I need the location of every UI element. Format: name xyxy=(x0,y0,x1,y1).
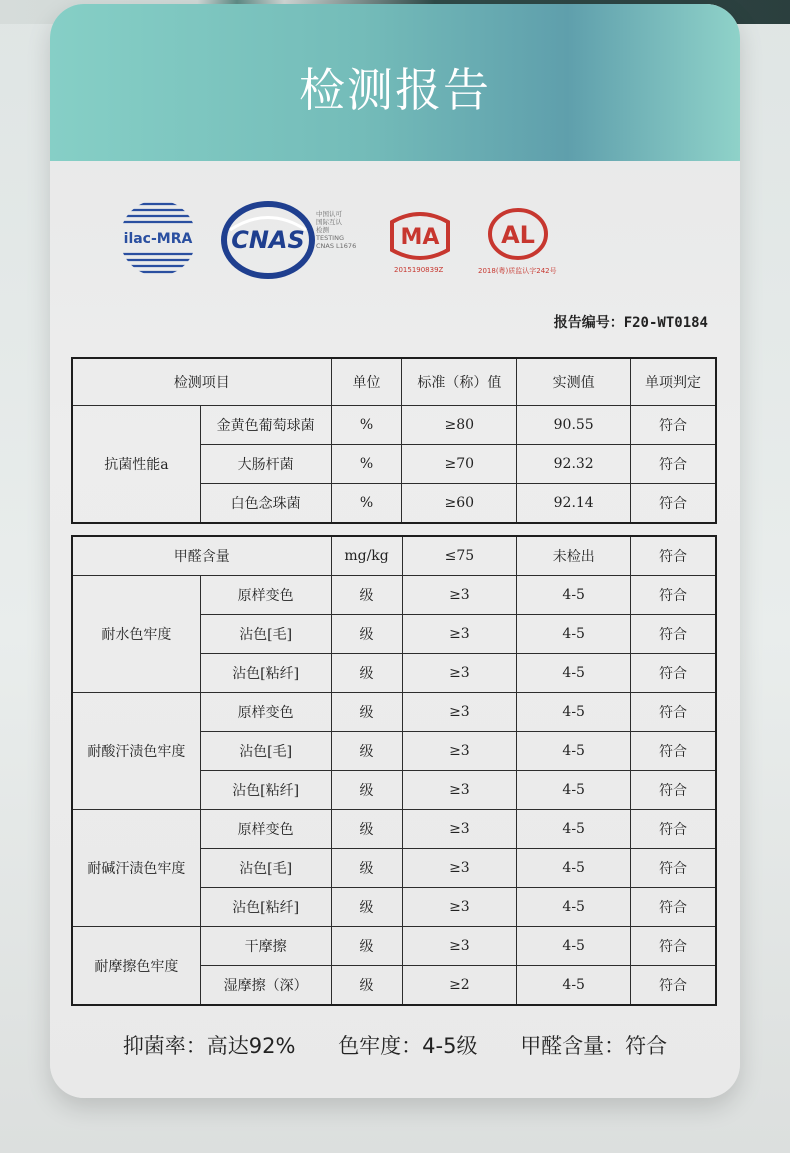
unit-cell: 级 xyxy=(331,927,402,966)
unit-cell: 级 xyxy=(331,654,402,693)
standard-cell: ≥3 xyxy=(402,693,517,732)
standard-cell: ≥3 xyxy=(402,615,517,654)
standard-cell: ≥3 xyxy=(402,927,517,966)
header-cell: 单位 xyxy=(331,359,402,406)
unit-cell: % xyxy=(331,484,402,523)
item-cell: 沾色[粘纤] xyxy=(200,771,331,810)
result-cell: 符合 xyxy=(631,927,716,966)
item-cell: 原样变色 xyxy=(200,576,331,615)
standard-cell: ≥3 xyxy=(402,654,517,693)
table-row xyxy=(73,693,716,732)
unit-cell: mg/kg xyxy=(331,537,402,576)
item-cell: 沾色[毛] xyxy=(200,615,331,654)
standard-cell: ≥60 xyxy=(402,484,517,523)
group-cell: 耐碱汗渍色牢度 xyxy=(73,810,201,927)
item-cell: 沾色[毛] xyxy=(200,849,331,888)
unit-cell: 级 xyxy=(331,849,402,888)
cnas-label: CNAS xyxy=(231,226,305,254)
table-row xyxy=(73,576,716,615)
unit-cell: 级 xyxy=(331,576,402,615)
result-cell: 符合 xyxy=(631,888,716,927)
result-cell: 符合 xyxy=(631,576,716,615)
result-cell: 符合 xyxy=(631,654,716,693)
item-cell: 白色念珠菌 xyxy=(200,484,331,523)
actual-cell: 92.32 xyxy=(517,445,631,484)
standard-cell: ≥3 xyxy=(402,888,517,927)
actual-cell: 4-5 xyxy=(517,576,631,615)
table-row xyxy=(73,810,716,849)
actual-cell: 4-5 xyxy=(517,615,631,654)
actual-cell: 4-5 xyxy=(517,927,631,966)
result-cell: 符合 xyxy=(631,537,716,576)
standard-cell: ≥3 xyxy=(402,732,517,771)
cnas-side-text: 中国认可 国际互认 检测 TESTING CNAS L1676 xyxy=(316,210,357,250)
standard-cell: ≥3 xyxy=(402,771,517,810)
unit-cell: % xyxy=(331,406,402,445)
header-cell: 实测值 xyxy=(517,359,631,406)
table-header-row xyxy=(73,359,716,406)
unit-cell: 级 xyxy=(331,966,402,1005)
group-cell: 抗菌性能a xyxy=(73,406,201,523)
actual-cell: 4-5 xyxy=(517,849,631,888)
cma-number: 2015190839Z xyxy=(394,266,444,274)
result-cell: 符合 xyxy=(631,445,716,484)
ilac-mra-logo xyxy=(118,198,198,278)
actual-cell: 4-5 xyxy=(517,966,631,1005)
standard-cell: ≥80 xyxy=(402,406,517,445)
table-row xyxy=(73,537,716,576)
cal-logo xyxy=(486,206,550,262)
unit-cell: 级 xyxy=(331,810,402,849)
ma-label: MA xyxy=(400,225,440,250)
unit-cell: % xyxy=(331,445,402,484)
antibacterial-table xyxy=(72,358,716,523)
result-cell: 符合 xyxy=(631,406,716,445)
fastness-table xyxy=(72,536,716,1005)
item-cell: 原样变色 xyxy=(200,693,331,732)
unit-cell: 级 xyxy=(331,693,402,732)
group-cell: 耐水色牢度 xyxy=(73,576,201,693)
result-cell: 符合 xyxy=(631,693,716,732)
standard-cell: ≤75 xyxy=(402,537,517,576)
cma-logo xyxy=(384,208,456,264)
result-cell: 符合 xyxy=(631,810,716,849)
actual-cell: 4-5 xyxy=(517,810,631,849)
al-label: AL xyxy=(501,221,535,249)
actual-cell: 4-5 xyxy=(517,693,631,732)
footer-formaldehyde: 甲醛含量：符合 xyxy=(520,1034,668,1058)
unit-cell: 级 xyxy=(331,888,402,927)
standard-cell: ≥3 xyxy=(402,810,517,849)
result-cell: 符合 xyxy=(631,771,716,810)
result-cell: 符合 xyxy=(631,484,716,523)
header-cell: 标准（称）值 xyxy=(402,359,517,406)
ilac-label: ilac-MRA xyxy=(123,231,193,247)
table-row xyxy=(73,927,716,966)
standard-cell: ≥70 xyxy=(402,445,517,484)
actual-cell: 4-5 xyxy=(517,732,631,771)
actual-cell: 4-5 xyxy=(517,771,631,810)
actual-cell: 4-5 xyxy=(517,888,631,927)
page-title: 检测报告 xyxy=(299,63,491,117)
actual-cell: 92.14 xyxy=(517,484,631,523)
fastness-table-body xyxy=(73,537,716,1005)
group-cell: 耐酸汗渍色牢度 xyxy=(73,693,201,810)
result-cell: 符合 xyxy=(631,615,716,654)
item-cell: 沾色[粘纤] xyxy=(200,654,331,693)
cal-number: 2018(粤)质监认字242号 xyxy=(478,267,557,275)
item-cell: 干摩擦 xyxy=(200,927,331,966)
item-cell: 原样变色 xyxy=(200,810,331,849)
result-cell: 符合 xyxy=(631,966,716,1005)
item-cell: 湿摩擦（深） xyxy=(200,966,331,1005)
report-card xyxy=(50,4,740,1098)
standard-cell: ≥2 xyxy=(402,966,517,1005)
item-cell: 金黄色葡萄球菌 xyxy=(200,406,331,445)
unit-cell: 级 xyxy=(331,771,402,810)
standard-cell: ≥3 xyxy=(402,576,517,615)
footer-antibacterial: 抑菌率：高达92% xyxy=(122,1034,296,1058)
actual-cell: 90.55 xyxy=(517,406,631,445)
standard-cell: ≥3 xyxy=(402,849,517,888)
report-number: 报告编号：F20-WT0184 xyxy=(553,315,708,331)
table-row xyxy=(73,406,716,445)
item-cell: 大肠杆菌 xyxy=(200,445,331,484)
footer-fastness: 色牢度：4-5级 xyxy=(338,1034,478,1058)
actual-cell: 4-5 xyxy=(517,654,631,693)
header-cell: 单项判定 xyxy=(631,359,716,406)
actual-cell: 未检出 xyxy=(517,537,631,576)
group-cell: 耐摩擦色牢度 xyxy=(73,927,201,1005)
header-cell: 检测项目 xyxy=(73,359,332,406)
result-cell: 符合 xyxy=(631,732,716,771)
unit-cell: 级 xyxy=(331,615,402,654)
summary-footer xyxy=(50,1030,740,1060)
unit-cell: 级 xyxy=(331,732,402,771)
item-cell: 沾色[粘纤] xyxy=(200,888,331,927)
item-cell: 沾色[毛] xyxy=(200,732,331,771)
item-cell: 甲醛含量 xyxy=(73,537,332,576)
result-cell: 符合 xyxy=(631,849,716,888)
